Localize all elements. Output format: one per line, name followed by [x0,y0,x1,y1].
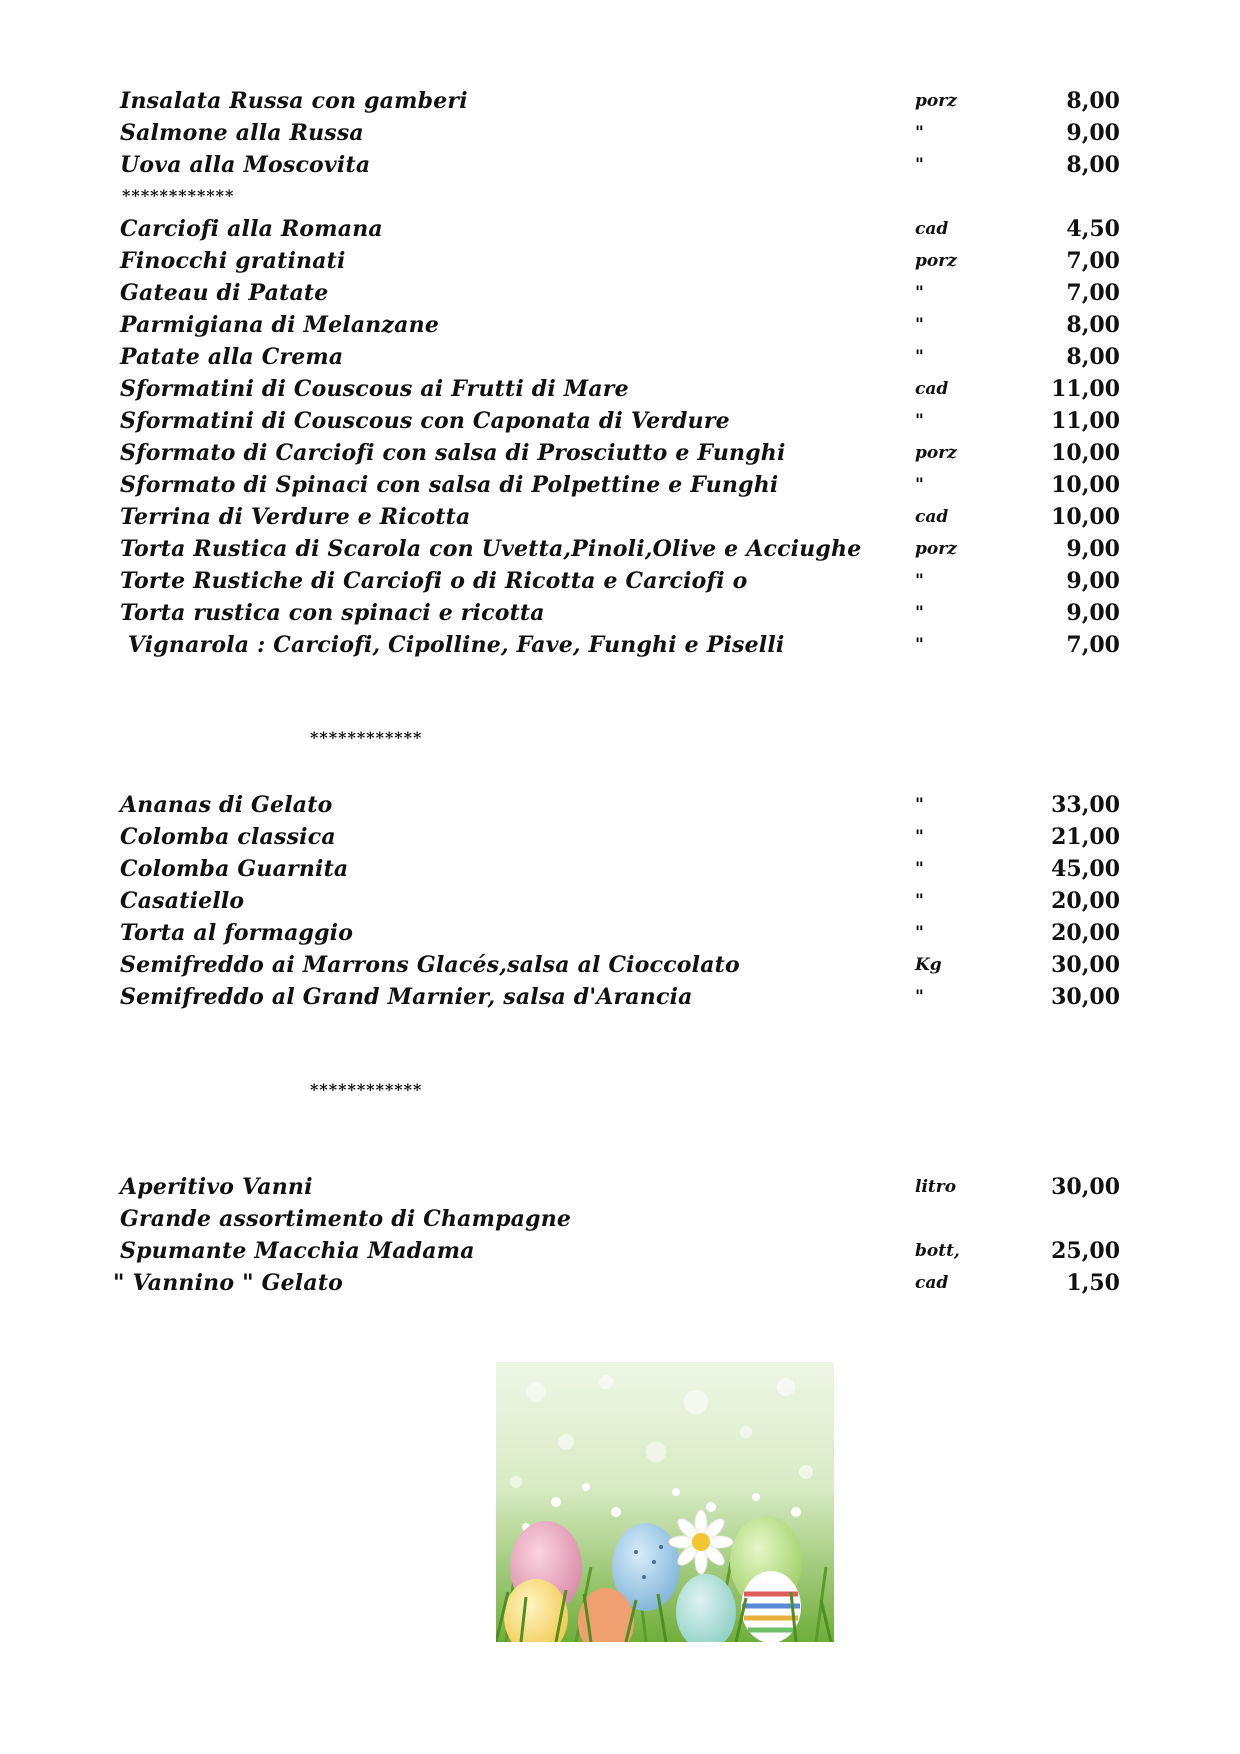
item-unit: " [915,923,924,943]
item-price: 25,00 [1051,1238,1120,1264]
item-name: Torta rustica con spinaci e ricotta [120,600,545,626]
item-name: Colomba classica [120,824,336,850]
item-unit: " [915,603,924,623]
item-unit: " [915,475,924,495]
menu-item [0,888,1240,920]
item-name: Grande assortimento di Champagne [120,1206,572,1232]
item-unit: " [915,283,924,303]
menu-item [0,344,1240,376]
menu-item [0,1174,1240,1206]
item-unit: porz [915,539,957,559]
item-name: Spumante Macchia Madama [120,1238,475,1264]
menu-item [0,152,1240,184]
menu-item [0,568,1240,600]
item-price: 30,00 [1051,1174,1120,1200]
item-unit: " [915,795,924,815]
item-name: Vignarola : Carciofi, Cipolline, Fave, Funghi e Piselli [120,632,785,658]
item-unit: Kg [915,955,942,975]
item-price: 8,00 [1066,152,1120,178]
item-price: 8,00 [1066,88,1120,114]
item-name: Semifreddo al Grand Marnier, salsa d'Arancia [120,984,693,1010]
item-price: 20,00 [1051,920,1120,946]
item-name: Semifreddo ai Marrons Glacés,salsa al Cioccolato [120,952,740,978]
item-name: Sformato di Carciofi con salsa di Prosciutto e Funghi [120,440,786,466]
item-price: 9,00 [1066,536,1120,562]
menu-item [0,280,1240,312]
item-price: 8,00 [1066,344,1120,370]
item-price: 4,50 [1066,216,1120,242]
item-price: 21,00 [1051,824,1120,850]
item-unit: " [915,859,924,879]
menu-item [0,600,1240,632]
item-unit: cad [915,219,949,239]
item-name: Terrina di Verdure e Ricotta [120,504,471,530]
item-price: 9,00 [1066,568,1120,594]
easter-eggs-image [496,1362,834,1642]
item-unit: cad [915,507,949,527]
menu-item [0,88,1240,120]
item-unit: " [915,411,924,431]
menu-item [0,248,1240,280]
item-name: Insalata Russa con gamberi [120,88,468,114]
item-price: 9,00 [1066,120,1120,146]
item-unit: cad [915,379,949,399]
item-price: 30,00 [1051,984,1120,1010]
item-name: Torta al formaggio [120,920,354,946]
item-unit: " [915,155,924,175]
menu-item [0,920,1240,952]
item-price: 10,00 [1051,472,1120,498]
item-name: Colomba Guarnita [120,856,349,882]
item-price: 11,00 [1051,376,1120,402]
item-unit: porz [915,251,957,271]
menu-item [0,824,1240,856]
item-name: Torta Rustica di Scarola con Uvetta,Pinoli,Olive e Acciughe [120,536,862,562]
separator: ************ [122,186,235,205]
item-name: Aperitivo Vanni [120,1174,313,1200]
item-price: 9,00 [1066,600,1120,626]
menu-item [0,536,1240,568]
item-name: " Vannino " Gelato [113,1270,344,1296]
item-unit: litro [915,1177,957,1197]
menu-item [0,1206,1240,1238]
menu-item [0,376,1240,408]
menu-item [0,1270,1240,1302]
item-unit: " [915,635,924,655]
item-name: Finocchi gratinati [120,248,346,274]
item-unit: bott, [915,1241,960,1261]
easter-eggs-illustration [496,1362,834,1642]
item-price: 8,00 [1066,312,1120,338]
item-price: 7,00 [1066,632,1120,658]
item-price: 7,00 [1066,248,1120,274]
menu-item [0,856,1240,888]
item-unit: " [915,347,924,367]
item-name: Patate alla Crema [120,344,344,370]
item-price: 1,50 [1066,1270,1120,1296]
item-name: Torte Rustiche di Carciofi o di Ricotta e Carciofi o [120,568,748,594]
item-unit: " [915,827,924,847]
item-unit: porz [915,443,957,463]
item-name: Casatiello [120,888,245,914]
menu-item [0,984,1240,1016]
item-unit: porz [915,91,957,111]
item-price: 30,00 [1051,952,1120,978]
item-unit: " [915,123,924,143]
item-price: 20,00 [1051,888,1120,914]
item-name: Sformatini di Couscous ai Frutti di Mare [120,376,629,402]
menu-item [0,440,1240,472]
menu-item [0,792,1240,824]
item-price: 45,00 [1051,856,1120,882]
separator: ************ [310,1080,423,1099]
item-price: 10,00 [1051,504,1120,530]
menu-item [0,120,1240,152]
menu-item [0,408,1240,440]
menu-item [0,632,1240,664]
menu-item [0,1238,1240,1270]
item-price: 10,00 [1051,440,1120,466]
item-price: 7,00 [1066,280,1120,306]
menu-item [0,216,1240,248]
item-unit: " [915,987,924,1007]
item-name: Carciofi alla Romana [120,216,383,242]
menu-item [0,952,1240,984]
item-name: Gateau di Patate [120,280,329,306]
item-unit: cad [915,1273,949,1293]
menu-item [0,472,1240,504]
menu-item [0,504,1240,536]
item-unit: " [915,315,924,335]
menu-item [0,312,1240,344]
item-price: 33,00 [1051,792,1120,818]
item-unit: " [915,891,924,911]
item-name: Ananas di Gelato [120,792,333,818]
item-name: Uova alla Moscovita [120,152,371,178]
item-price: 11,00 [1051,408,1120,434]
item-name: Sformatini di Couscous con Caponata di Verdure [120,408,730,434]
separator: ************ [310,728,423,747]
item-unit: " [915,571,924,591]
item-name: Salmone alla Russa [120,120,364,146]
item-name: Sformato di Spinaci con salsa di Polpettine e Funghi [120,472,779,498]
item-name: Parmigiana di Melanzane [120,312,440,338]
